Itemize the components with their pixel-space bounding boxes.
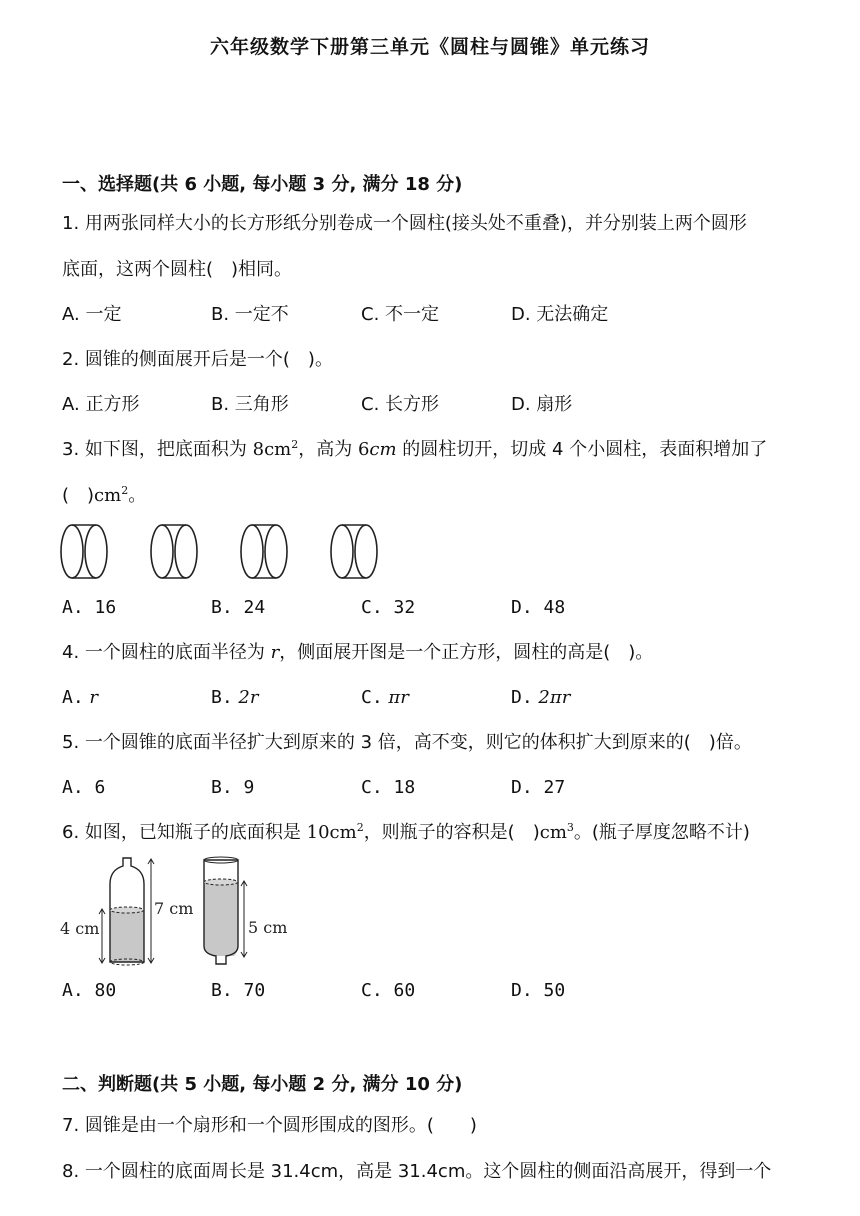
q3-option-d: D. 48 xyxy=(511,597,566,618)
q6-option-d: D. 50 xyxy=(511,980,566,1001)
q5-option-b: B. 9 xyxy=(211,777,255,798)
q3-option-c: C. 32 xyxy=(361,597,416,618)
q6-bottles-figure xyxy=(58,852,298,972)
small-cylinder-1 xyxy=(61,525,107,578)
q7-text: 7. 圆锥是由一个扇形和一个圆形围成的图形。( ) xyxy=(62,1115,477,1136)
bottle-upright xyxy=(99,858,154,965)
q2-option-c: C. 长方形 xyxy=(361,394,440,415)
label-5cm: 5 cm xyxy=(248,918,288,937)
q4-option-a: A. r xyxy=(62,687,99,708)
q4-text: 4. 一个圆柱的底面半径为 r，侧面展开图是一个正方形，圆柱的高是( )。 xyxy=(62,642,654,663)
q4-option-c: C. πr xyxy=(361,687,409,708)
q3-option-b: B. 24 xyxy=(211,597,266,618)
small-cylinder-3 xyxy=(241,525,287,578)
label-7cm: 7 cm xyxy=(154,899,194,918)
q6-option-a: A. 80 xyxy=(62,980,117,1001)
q2-text: 2. 圆锥的侧面展开后是一个( )。 xyxy=(62,349,333,370)
q6-option-c: C. 60 xyxy=(361,980,416,1001)
q3-text-line2: ( )$cm^2$。 xyxy=(62,484,147,506)
q3-option-a: A. 16 xyxy=(62,597,117,618)
q1-text-line2: 底面，这两个圆柱( )相同。 xyxy=(62,259,293,280)
q5-option-d: D. 27 xyxy=(511,777,566,798)
q1-option-a: A. 一定 xyxy=(62,304,122,325)
q2-option-d: D. 扇形 xyxy=(511,394,573,415)
q1-text-line1: 1. 用两张同样大小的长方形纸分别卷成一个圆柱(接头处不重叠)，并分别装上两个圆形 xyxy=(62,213,747,234)
q4-option-b: B. 2r xyxy=(211,687,259,708)
small-cylinder-2 xyxy=(151,525,197,578)
q4-option-d: D. 2πr xyxy=(511,687,571,708)
q2-option-a: A. 正方形 xyxy=(62,394,140,415)
q5-text: 5. 一个圆锥的底面半径扩大到原来的 3 倍，高不变，则它的体积扩大到原来的( )倍。 xyxy=(62,732,752,753)
water-fill-upright xyxy=(110,910,144,962)
q5-option-a: A. 6 xyxy=(62,777,106,798)
water-fill-inverted xyxy=(204,882,238,946)
q6-option-b: B. 70 xyxy=(211,980,266,1001)
q8-text: 8. 一个圆柱的底面周长是 31.4cm，高是 31.4cm。这个圆柱的侧面沿高展开，得到一个 xyxy=(62,1161,772,1182)
section-heading-choice: 一、选择题(共 6 小题, 每小题 3 分, 满分 18 分) xyxy=(62,174,463,195)
q2-option-b: B. 三角形 xyxy=(211,394,289,415)
q5-option-c: C. 18 xyxy=(361,777,416,798)
q3-cylinders-figure xyxy=(58,522,378,582)
q3-text-line1: 3. 如下图，把底面积为 $8cm^2$，高为 6cm 的圆柱切开，切成 4 个小圆柱，表面积增加了 xyxy=(62,438,768,460)
page-title: 六年级数学下册第三单元《圆柱与圆锥》单元练习 xyxy=(209,36,650,58)
small-cylinder-4 xyxy=(331,525,377,578)
q1-option-b: B. 一定不 xyxy=(211,304,289,325)
label-4cm: 4 cm xyxy=(60,919,100,938)
q6-text: 6. 如图，已知瓶子的底面积是 $10cm^2$，则瓶子的容积是( )$cm^3$。(瓶子厚度忽略不计) xyxy=(62,821,750,843)
q1-option-d: D. 无法确定 xyxy=(511,304,609,325)
section-heading-judgment: 二、判断题(共 5 小题, 每小题 2 分, 满分 10 分) xyxy=(62,1074,463,1095)
bottle-inverted xyxy=(204,857,247,964)
q1-option-c: C. 不一定 xyxy=(361,304,440,325)
